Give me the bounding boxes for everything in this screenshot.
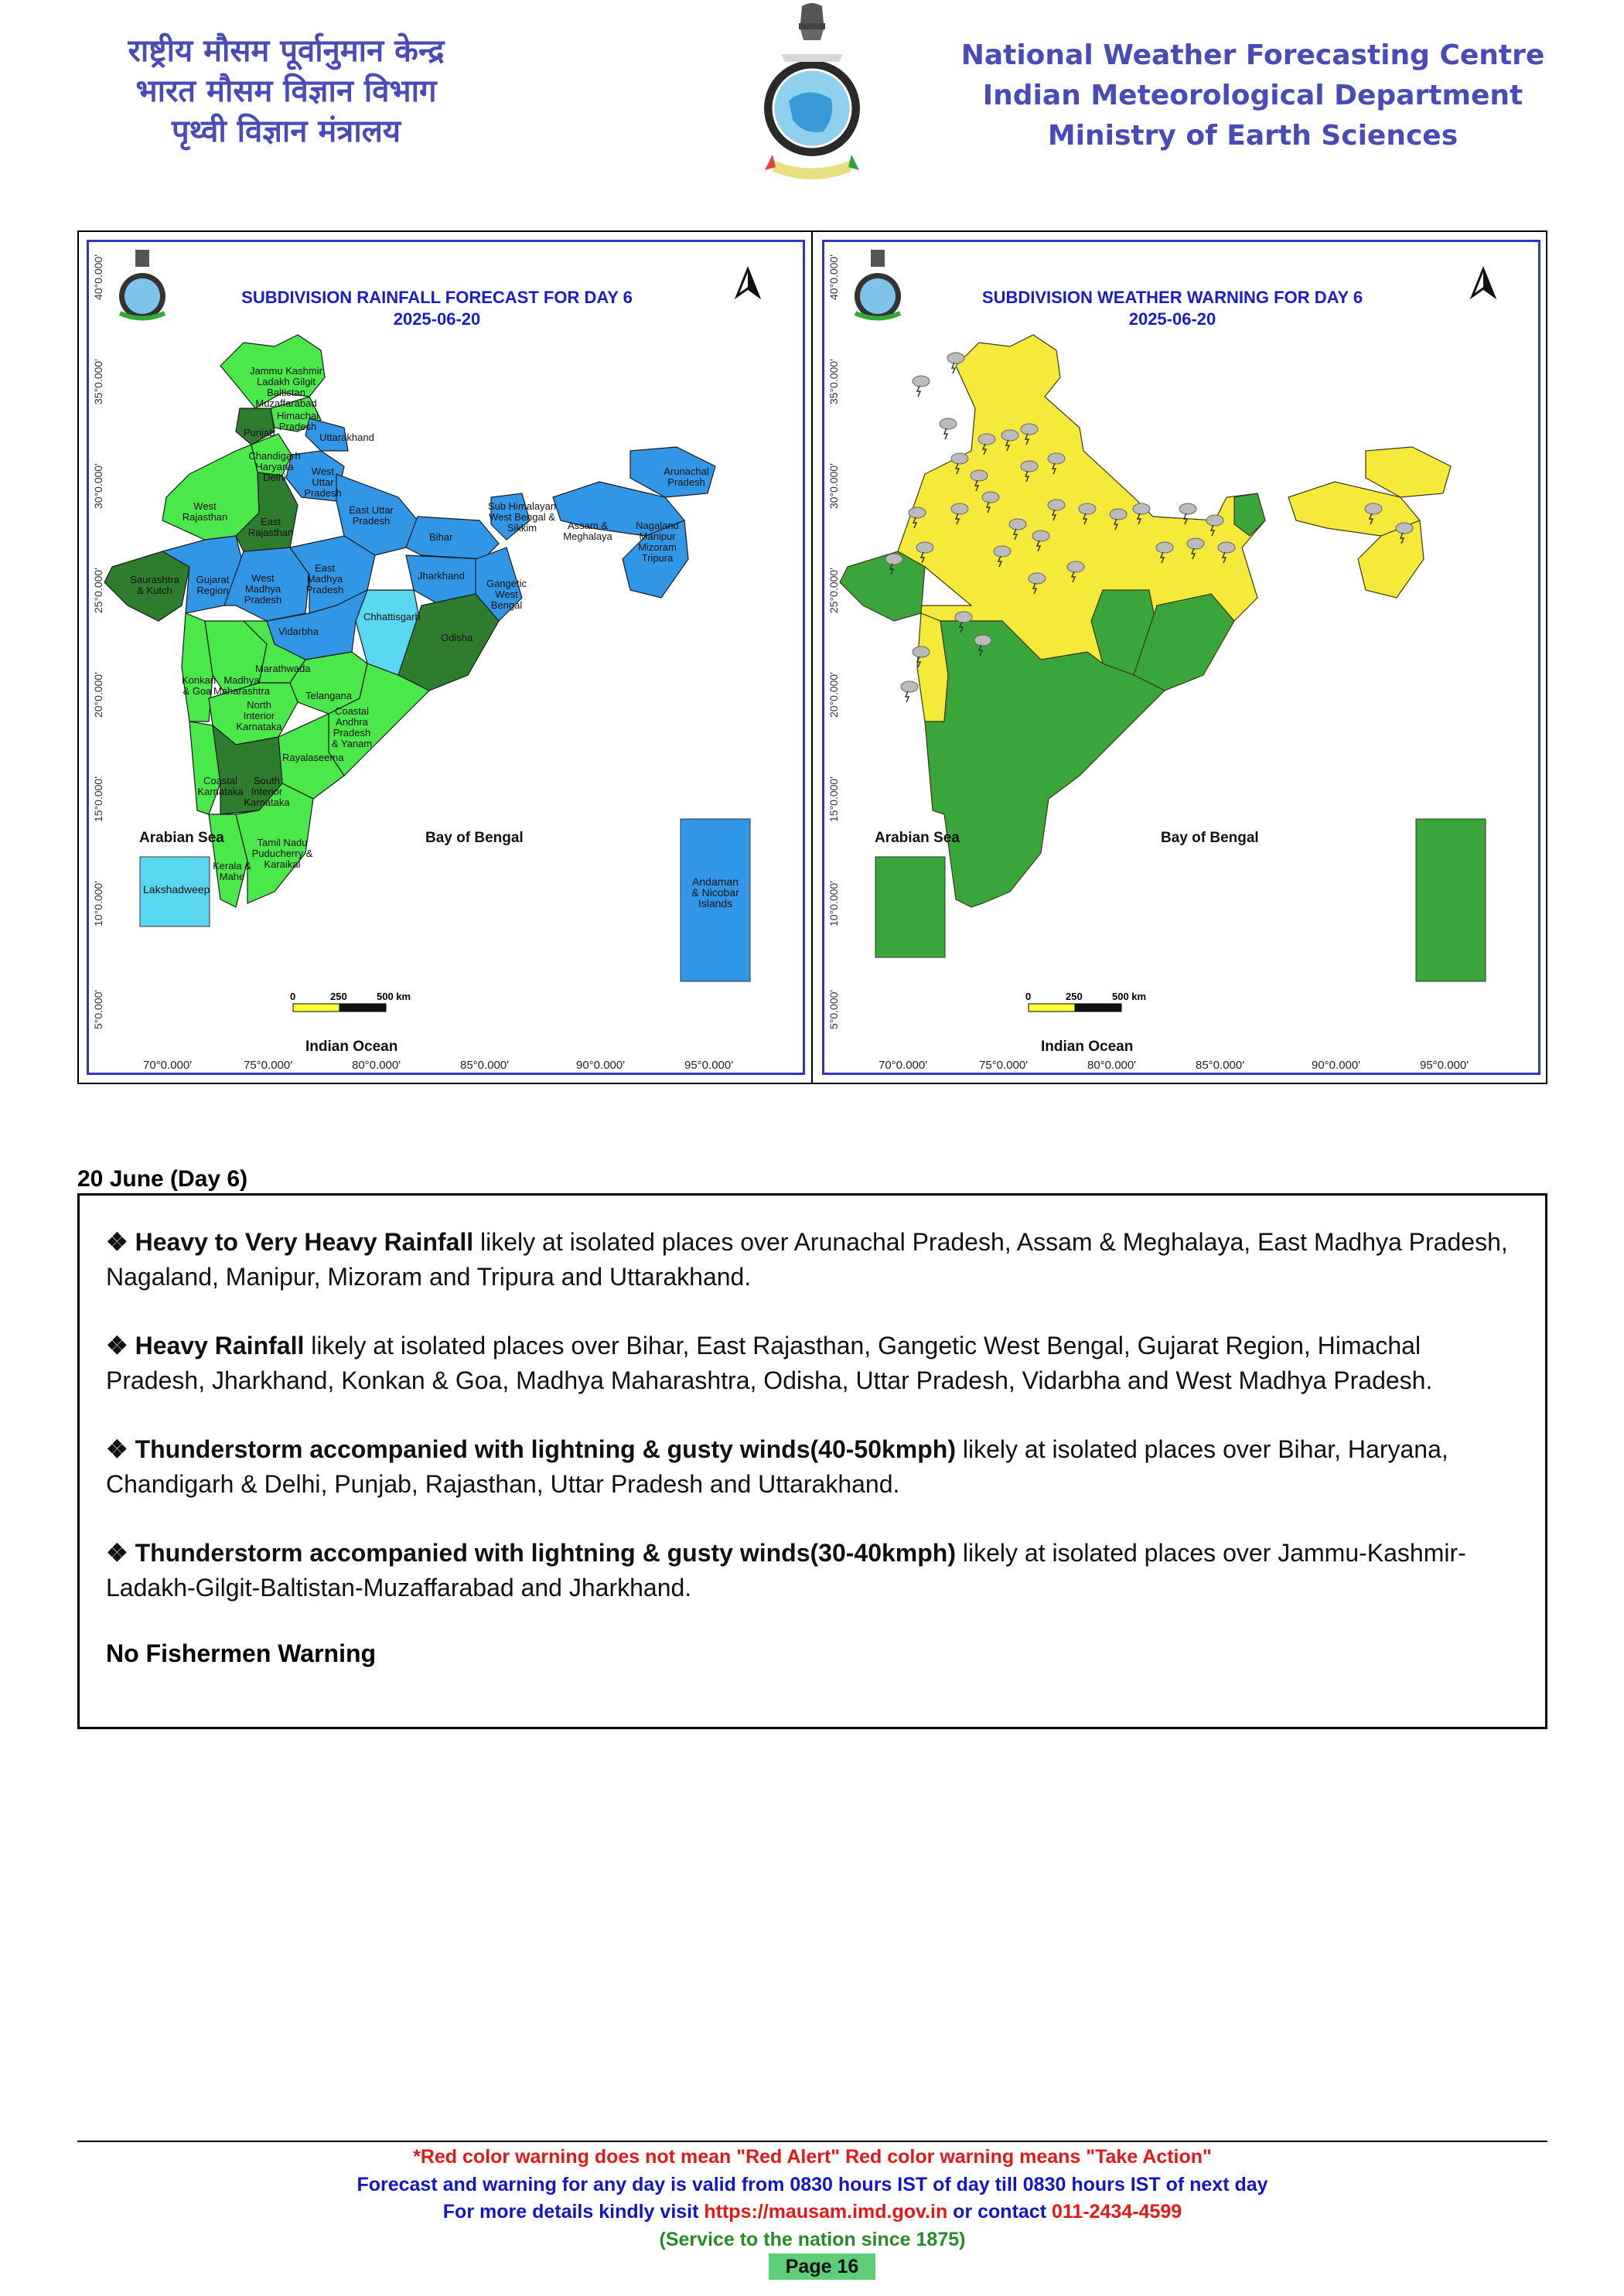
rainfall-title-line: SUBDIVISION RAINFALL FORECAST FOR DAY 6 (241, 288, 633, 307)
mini-emblem-icon (855, 250, 901, 319)
hindi-line-3: पृथ्वी विज्ञान मंत्रालय (171, 114, 401, 149)
region-label: Assam & Meghalaya (563, 520, 612, 542)
lon-label: 70°0.000' (143, 1059, 193, 1072)
region-label: Vidarbha (278, 626, 319, 637)
lat-label: 20°0.000' (92, 672, 104, 718)
lon-label: 90°0.000' (576, 1059, 626, 1072)
header-english (959, 36, 1547, 156)
footer-contact: For more details kindly visit https://mausam.imd.gov.in or contact 011-2434-4599 (442, 2201, 1182, 2223)
thunderstorm-icon (913, 376, 930, 397)
bay-of-bengal-label: Bay of Bengal (1161, 830, 1259, 846)
lon-label: 75°0.000' (979, 1059, 1029, 1072)
lat-label: 10°0.000' (92, 881, 104, 926)
footer-red-warning-note: *Red color warning does not mean "Red Alert" Red color warning means "Take Action" (413, 2146, 1212, 2168)
lat-label: 15°0.000' (92, 776, 104, 822)
lon-label: 70°0.000' (879, 1059, 928, 1072)
warning-map-title (917, 287, 1428, 330)
english-line-3: Ministry of Earth Sciences (1047, 120, 1459, 152)
lat-label: 35°0.000' (92, 359, 104, 404)
forecast-item: ❖ Heavy Rainfall likely at isolated places over Bihar, East Rajasthan, Gangetic West Bengal, Gujarat Region, Himachal Pradesh, Jharkhand, Konkan & Goa, Madhya Maharashtra, Odisha, Uttar Pradesh, Vidarbha and West Madhya Pradesh. (106, 1332, 1433, 1394)
lon-label: 80°0.000' (352, 1059, 401, 1072)
lat-label: 35°0.000' (827, 359, 840, 404)
region-label: North Interior Karnataka (236, 699, 282, 732)
region-label: Uttarakhand (319, 432, 374, 443)
lon-label: 90°0.000' (1312, 1059, 1361, 1072)
warning-map-frame: SUBDIVISION WEATHER WARNING FOR DAY 6 2025-06-20 Arabian Sea Bay of Bengal Indian Ocean 0 250 500 km 40°0.000' 35°0.000' 30°0.000' 25°0.000' 20°0.000' 15°0.000' 10°0.000' 5°0.000' 70°0.000' 75°0.000' 80°0.000' 85°0.000' 90°0.000' 95°0.000' (822, 240, 1540, 1075)
region-label: Gujarat Region (196, 574, 230, 596)
region-label: Gangetic West Bengal (486, 578, 527, 611)
region-label: Marathwada (255, 663, 311, 674)
region-label: Chandigarh Haryana Delhi (248, 450, 301, 483)
contact-phone: 011-2434-4599 (1051, 2201, 1182, 2223)
lat-label: 25°0.000' (92, 568, 104, 613)
lon-label: 75°0.000' (244, 1059, 293, 1072)
hindi-line-1: राष्ट्रीय मौसम पूर्वानुमान केन्द्र (128, 33, 445, 69)
rainfall-map-panel (79, 232, 813, 1083)
india-warning-regions (840, 335, 1451, 907)
region-label: Saurashtra & Kutch (130, 574, 179, 596)
day-heading: 20 June (Day 6) (77, 1166, 248, 1192)
lon-label: 85°0.000' (1196, 1059, 1245, 1072)
thunderstorm-icon (940, 418, 957, 439)
region-label: Chhattisgarh (363, 611, 421, 623)
region-label: Kerala & Mahe (213, 860, 251, 882)
andaman-label: Andaman & Nicobar Islands (691, 875, 739, 909)
lat-label: 40°0.000' (827, 254, 840, 300)
website-link[interactable]: https://mausam.imd.gov.in (704, 2201, 948, 2223)
region-label: Coastal Karnataka (197, 775, 244, 797)
region-label: Himachal Pradesh (276, 410, 319, 432)
header-hindi (70, 31, 503, 152)
indian-ocean-label: Indian Ocean (305, 1039, 398, 1055)
lat-label: 30°0.000' (827, 463, 840, 509)
lon-label: 95°0.000' (684, 1059, 734, 1072)
bullet-icon: ❖ (106, 1435, 128, 1463)
lat-label: 5°0.000' (827, 989, 840, 1029)
page-number: Page 16 (769, 2253, 875, 2280)
region-label: Konkan & Goa (182, 674, 217, 697)
forecast-item: ❖ Heavy to Very Heavy Rainfall likely at isolated places over Arunachal Pradesh, Assam & Meghalaya, East Madhya Pradesh, Nagaland, Manipur, Mizoram and Tripura and Uttarakhand. (106, 1228, 1508, 1291)
rainfall-date: 2025-06-20 (393, 309, 481, 329)
lon-label: 80°0.000' (1087, 1059, 1137, 1072)
region-label: East Rajasthan (247, 516, 294, 538)
english-line-2: Indian Meteorological Department (982, 80, 1523, 111)
warning-map (824, 242, 1538, 1073)
thunderstorm-icon (901, 681, 918, 702)
region-label: Tamil Nadu Puducherry & Karaikal (251, 837, 313, 870)
lat-label: 15°0.000' (827, 776, 840, 822)
region-label: East Uttar Pradesh (349, 504, 394, 527)
lakshadweep-label: Lakshadweep (143, 883, 210, 896)
bullet-icon: ❖ (106, 1539, 128, 1567)
warning-date: 2025-06-20 (1128, 309, 1216, 329)
region-label: Bihar (429, 531, 453, 543)
maps-container (77, 230, 1547, 1084)
day-forecast-box (77, 1193, 1547, 1729)
region-label: Arunachal Pradesh (664, 466, 709, 488)
lon-label: 85°0.000' (460, 1059, 510, 1072)
region-label: South Interior Karnataka (244, 775, 290, 808)
region-label: Coastal Andhra Pradesh & Yanam (331, 705, 373, 749)
footer-service-note: (Service to the nation since 1875) (659, 2229, 966, 2250)
region-label: West Rajasthan (182, 500, 228, 523)
bullet-icon: ❖ (106, 1228, 128, 1256)
region-label: Nagaland Manipur Mizoram Tripura (636, 520, 679, 564)
rainfall-map-frame: SUBDIVISION RAINFALL FORECAST FOR DAY 6 2025-06-20 Jammu Kashmir Ladakh Gilgit Baltistan Muzaffarabad Himachal Pradesh Punjab Uttarakhand Chandigarh Haryana Delhi West Uttar Pradesh West Rajasthan East Rajasthan East Uttar Pradesh Bihar Sub Himalayan West Bengal & Sikkim Arunachal Pradesh Assam & Meghalaya Nagaland Manipur Mizoram Tripura Saurashtra & Kutch Gujarat Region West Madhya Pradesh East Madhya Pradesh Jharkhand Gangetic West Bengal Chhattisgarh Vidarbha Odisha Konkan & Goa Madhya Maharashtra Marathwada North Interior Karnataka Telangana Coastal Andhra Pradesh & Yanam Rayalaseema Coastal Karnataka South Interior Karnataka Tamil Nadu Puducherry & Karaikal Kerala & Mahe Lakshadweep Andaman & Nicobar Islands Arabian Sea Bay of Bengal Indian Ocean 0 250 500 km 40°0.000' 35°0.000' 30°0.000' 25°0.000' 20°0.000' 15°0.000' 10°0.000' 5°0.000' 70°0.000' 75°0.000' 80°0.000' 85°0.000' 90°0.000' 95°0.000' (87, 240, 805, 1075)
indian-ocean-label: Indian Ocean (1041, 1039, 1134, 1055)
region-label: Jammu Kashmir Ladakh Gilgit Baltistan Muzaffarabad (250, 365, 322, 409)
warning-map-panel (814, 232, 1548, 1083)
arabian-sea-label: Arabian Sea (875, 830, 960, 846)
lat-label: 5°0.000' (92, 989, 104, 1029)
bullet-icon: ❖ (106, 1332, 128, 1360)
forecast-item: ❖ Thunderstorm accompanied with lightning & gusty winds(40-50kmph) likely at isolated places over Bihar, Haryana, Chandigarh & Delhi, Punjab, Rajasthan, Uttar Pradesh and Uttarakhand. (106, 1435, 1448, 1498)
lakshadweep-box (875, 857, 945, 957)
warning-title-line: SUBDIVISION WEATHER WARNING FOR DAY 6 (981, 288, 1363, 307)
lon-label: 95°0.000' (1420, 1059, 1469, 1072)
imd-emblem-icon (762, 0, 862, 182)
region-label: Madhya Maharashtra (213, 674, 270, 697)
region-label: Odisha (441, 632, 473, 643)
hindi-line-2: भारत मौसम विज्ञान विभाग (135, 73, 437, 109)
region-label: Rayalaseema (282, 752, 344, 763)
lat-label: 25°0.000' (827, 568, 840, 613)
region-label: West Uttar Pradesh (304, 466, 342, 499)
north-arrow-icon (1472, 269, 1494, 296)
lat-label: 10°0.000' (827, 881, 840, 926)
forecast-item: ❖ Thunderstorm accompanied with lightning & gusty winds(30-40kmph) likely at isolated places over Jammu-Kashmir-Ladakh-Gilgit-Baltistan-Muzaffarabad and Jharkhand. (106, 1539, 1466, 1602)
region-label: West Madhya Pradesh (244, 572, 282, 606)
andaman-box (1416, 819, 1486, 981)
lat-label: 30°0.000' (92, 463, 104, 509)
region-label: Punjab (244, 427, 275, 438)
region-label: East Madhya Pradesh (305, 562, 344, 595)
footer-divider (77, 2141, 1547, 2142)
rainfall-region-labels (89, 242, 803, 1073)
arabian-sea-label: Arabian Sea (139, 830, 224, 846)
bay-of-bengal-label: Bay of Bengal (425, 830, 524, 846)
region-label: Sub Himalayan West Bengal & Sikkim (487, 500, 557, 534)
footer-validity-note: Forecast and warning for any day is valid from 0830 hours IST of day till 0830 hours IST of next day (357, 2174, 1268, 2195)
region-label: Jharkhand (418, 570, 465, 582)
lat-label: 20°0.000' (827, 672, 840, 718)
region-label: Telangana (305, 690, 352, 701)
english-line-1: National Weather Forecasting Centre (960, 39, 1545, 71)
fishermen-warning: No Fishermen Warning (106, 1639, 377, 1667)
lat-label: 40°0.000' (92, 254, 104, 300)
